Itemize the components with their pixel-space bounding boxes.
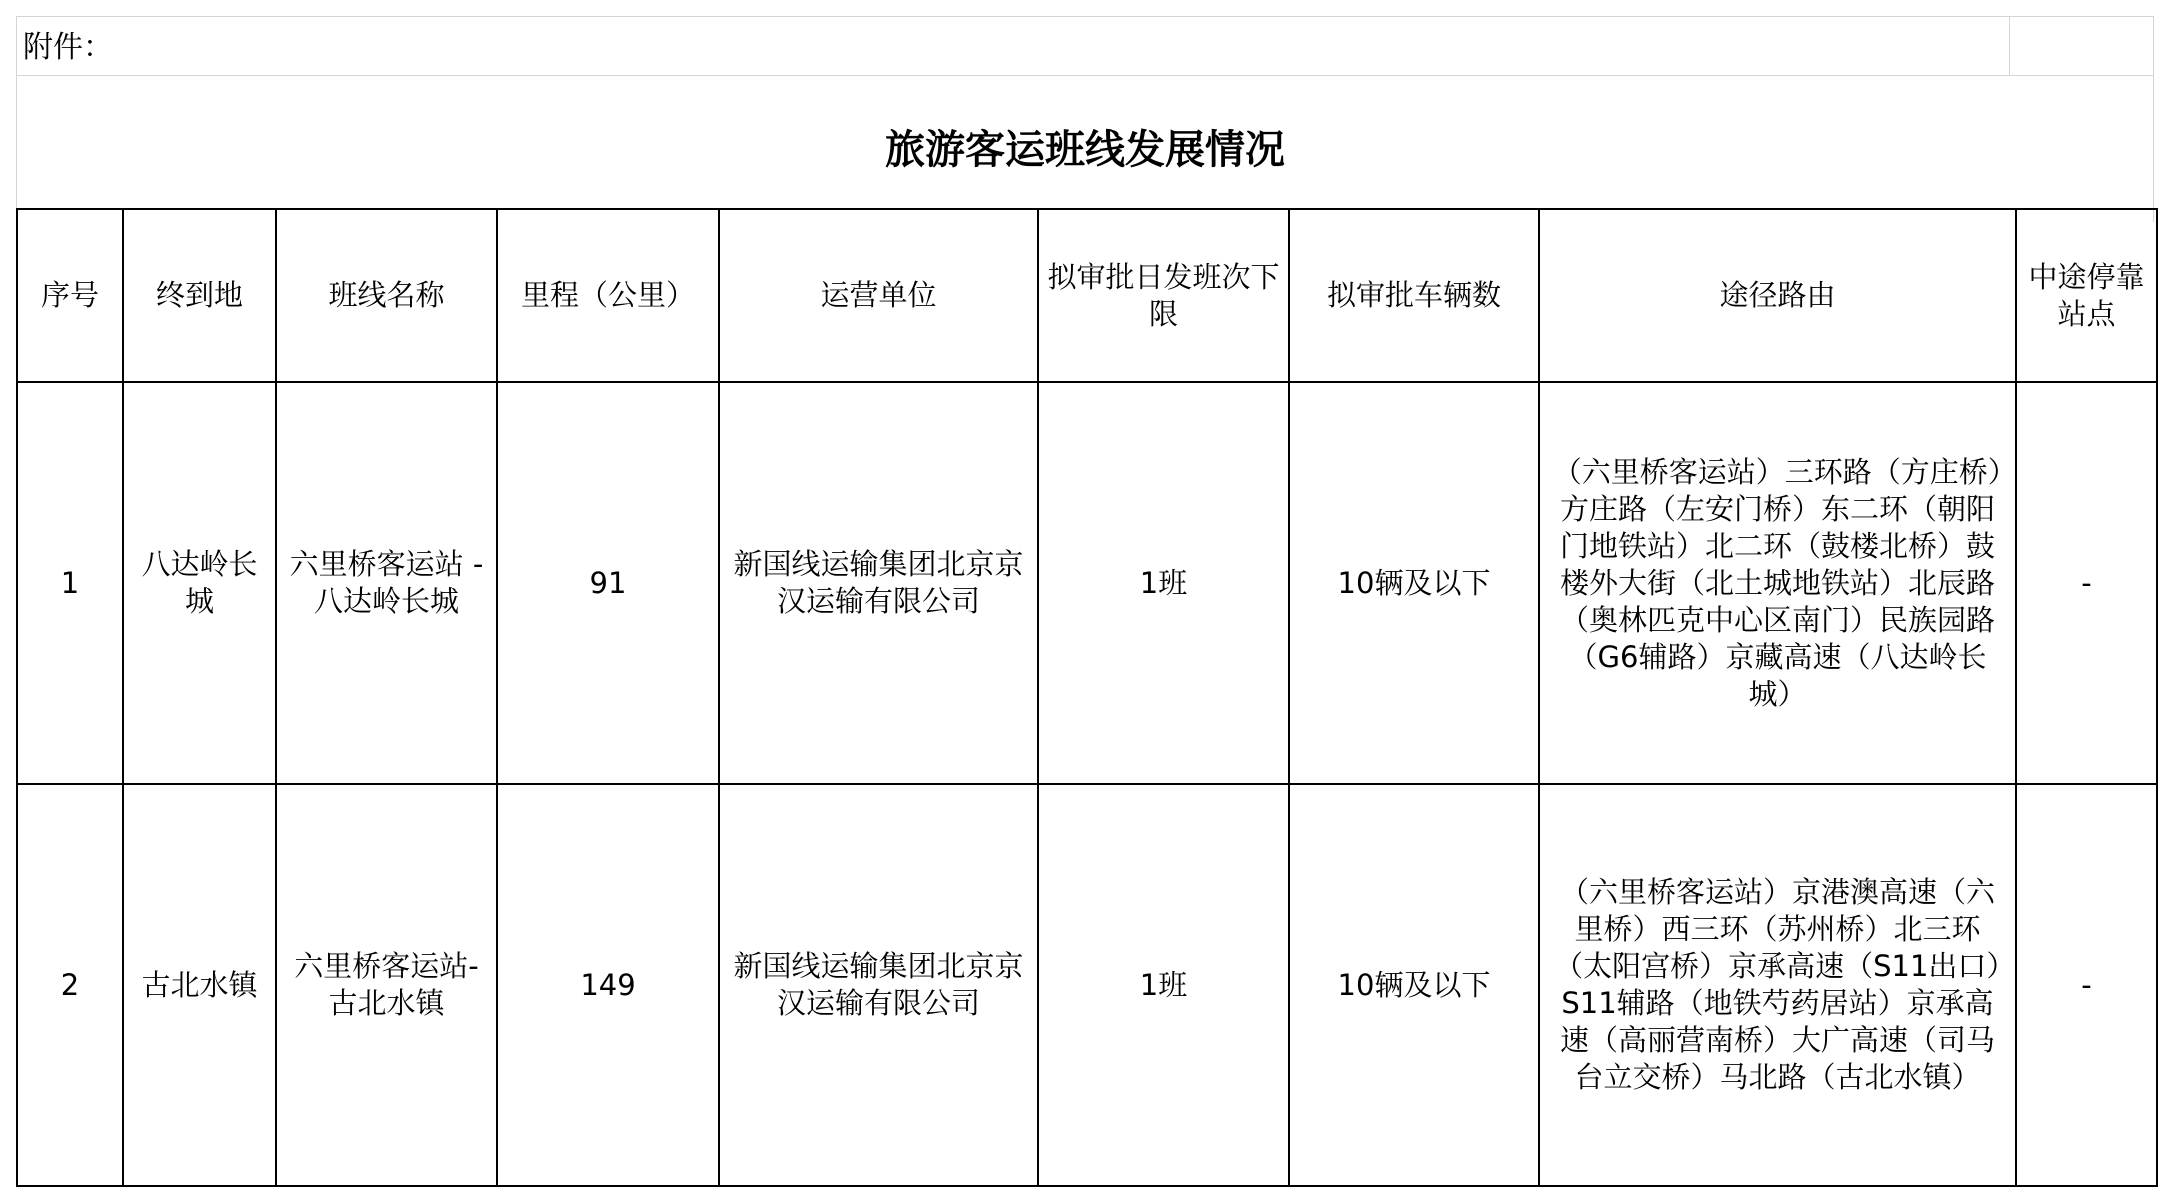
cell-operator: 新国线运输集团北京京汉运输有限公司 [719, 382, 1038, 784]
cell-operator: 新国线运输集团北京京汉运输有限公司 [719, 784, 1038, 1186]
header-vehicles: 拟审批车辆数 [1289, 209, 1539, 382]
document-sheet [16, 16, 2156, 1190]
cell-daily-trips: 1班 [1038, 784, 1289, 1186]
cell-daily-trips: 1班 [1038, 382, 1289, 784]
title-row [16, 75, 2154, 222]
cell-line-name: 六里桥客运站-古北水镇 [276, 784, 497, 1186]
header-seq: 序号 [17, 209, 123, 382]
table-header-row [17, 209, 2157, 382]
table-row [17, 784, 2157, 1186]
cell-divider [2009, 17, 2010, 75]
cell-seq: 1 [17, 382, 123, 784]
header-route: 途径路由 [1539, 209, 2016, 382]
cell-route: （六里桥客运站）京港澳高速（六里桥）西三环（苏州桥）北三环（太阳宫桥）京承高速（S11出口）S11辅路（地铁芍药居站）京承高速（高丽营南桥）大广高速（司马台立交桥）马北路（古北水镇） [1539, 784, 2016, 1186]
cell-seq: 2 [17, 784, 123, 1186]
cell-route: （六里桥客运站）三环路（方庄桥）方庄路（左安门桥）东二环（朝阳门地铁站）北二环（鼓楼北桥）鼓楼外大街（北土城地铁站）北辰路（奥林匹克中心区南门）民族园路（G6辅路）京藏高速（八达岭长城） [1539, 382, 2016, 784]
bus-lines-table [16, 208, 2158, 1187]
header-daily-trips: 拟审批日发班次下限 [1038, 209, 1289, 382]
cell-vehicles: 10辆及以下 [1289, 784, 1539, 1186]
cell-destination: 八达岭长城 [123, 382, 276, 784]
header-distance: 里程（公里） [497, 209, 719, 382]
cell-stops: - [2016, 784, 2157, 1186]
cell-destination: 古北水镇 [123, 784, 276, 1186]
cell-line-name: 六里桥客运站 - 八达岭长城 [276, 382, 497, 784]
table-row [17, 382, 2157, 784]
cell-stops: - [2016, 382, 2157, 784]
cell-distance: 91 [497, 382, 719, 784]
attachment-row [16, 16, 2154, 76]
header-line-name: 班线名称 [276, 209, 497, 382]
attachment-label: 附件： [23, 30, 113, 65]
page-title: 旅游客运班线发展情况 [885, 126, 1285, 173]
header-operator: 运营单位 [719, 209, 1038, 382]
cell-distance: 149 [497, 784, 719, 1186]
header-destination: 终到地 [123, 209, 276, 382]
cell-vehicles: 10辆及以下 [1289, 382, 1539, 784]
header-stops: 中途停靠站点 [2016, 209, 2157, 382]
